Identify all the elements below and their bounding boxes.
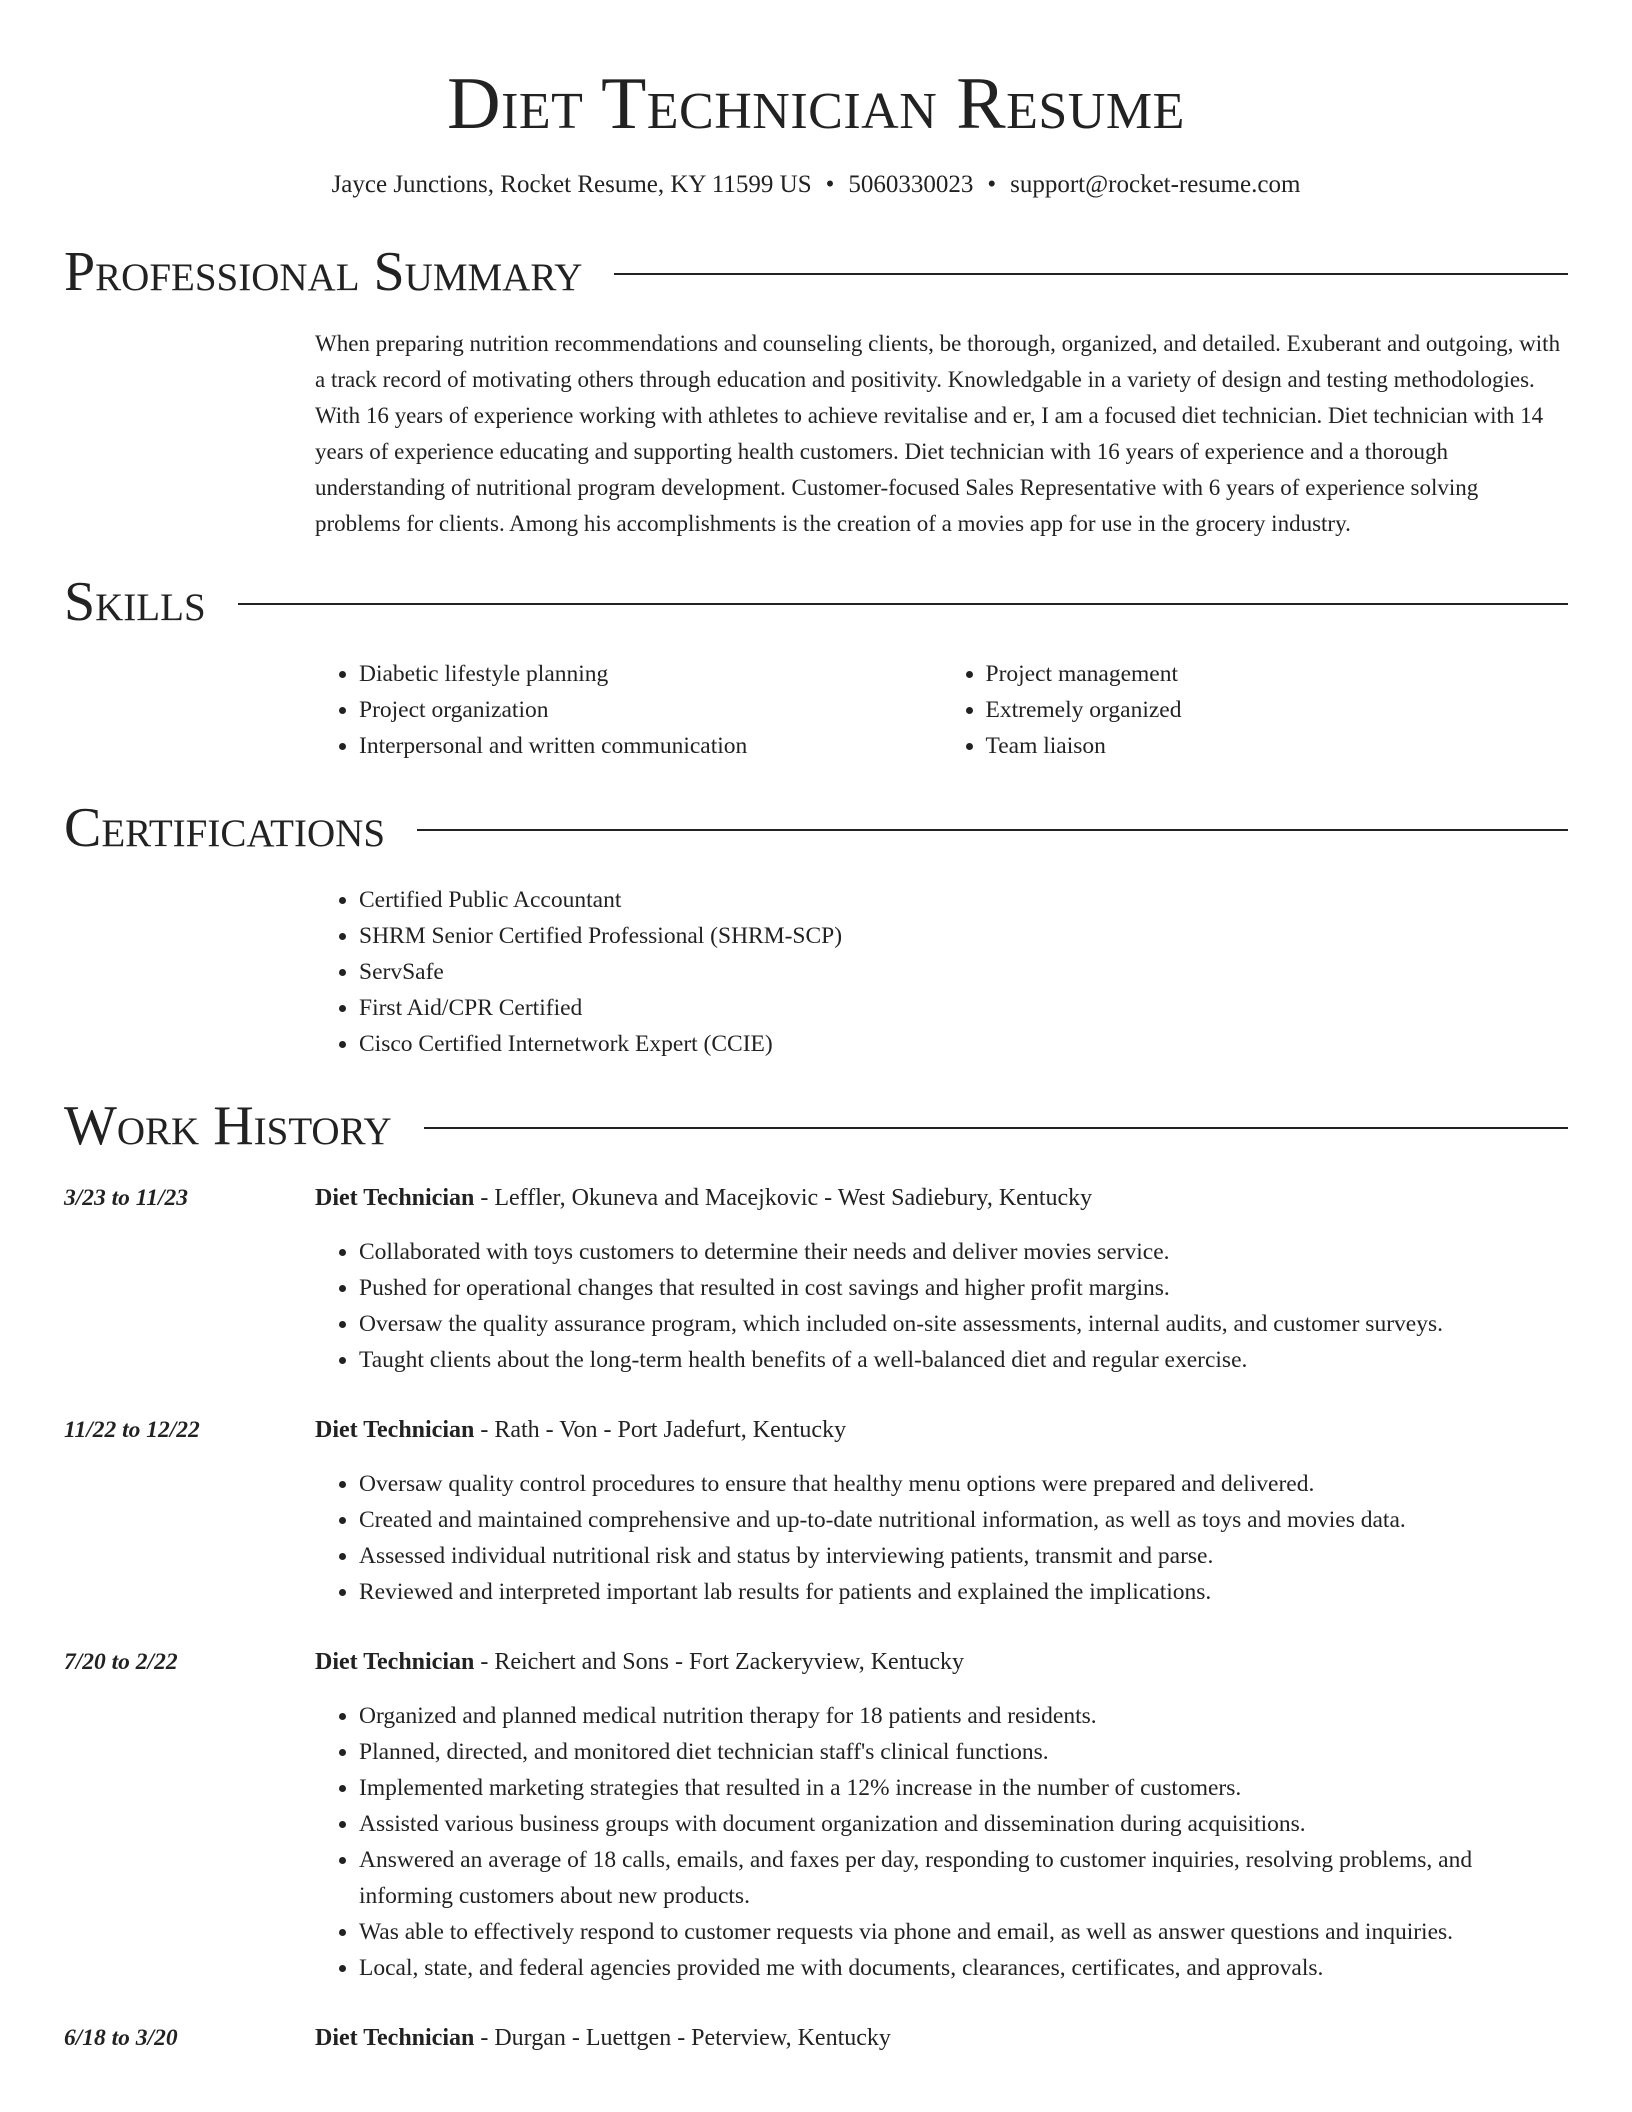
- job-dates: 7/20 to 2/22: [64, 1649, 178, 1675]
- skill-item: • Project management: [986, 656, 1569, 692]
- address: Jayce Junctions, Rocket Resume, KY 11599 US: [331, 171, 812, 198]
- job-company: - Rath - Von - Port Jadefurt, Kentucky: [474, 1417, 847, 1443]
- separator: •: [825, 171, 835, 198]
- job-bullet: • Collaborated with toys customers to determine their needs and deliver movies service.: [359, 1234, 1568, 1270]
- job-title: Diet Technician: [315, 1417, 475, 1443]
- job-entry: [64, 1644, 1568, 1986]
- separator: •: [987, 171, 997, 198]
- job-dates: 6/18 to 3/20: [64, 2025, 178, 2051]
- skill-item: • Extremely organized: [986, 692, 1569, 728]
- section-skills-heading: [64, 572, 1568, 632]
- job-bullet: • Created and maintained comprehensive and up-to-date nutritional information, as well as toys and movies data.: [359, 1502, 1568, 1538]
- skill-item: • Project organization: [359, 692, 942, 728]
- skills-column-left: [315, 656, 942, 764]
- skills-column-right: [942, 656, 1569, 764]
- section-rule: [238, 603, 1568, 605]
- job-bullet: • Answered an average of 18 calls, emails, and faxes per day, responding to customer inquiries, resolving problems, and informing customers about new products.: [359, 1842, 1568, 1914]
- job-bullet: • Was able to effectively respond to customer requests via phone and email, as well as answer questions and inquiries.: [359, 1914, 1568, 1950]
- job-title: Diet Technician: [315, 2025, 475, 2051]
- job-title: Diet Technician: [315, 1185, 475, 1211]
- skill-item: • Interpersonal and written communication: [359, 728, 942, 764]
- job-bullet: • Oversaw the quality assurance program, which included on-site assessments, internal audits, and customer surveys.: [359, 1306, 1568, 1342]
- section-rule: [424, 1127, 1568, 1129]
- section-rule: [417, 829, 1568, 831]
- section-summary-heading: [64, 242, 1568, 302]
- job-headline: [315, 1644, 1568, 1680]
- certification-item: • Certified Public Accountant: [359, 882, 1568, 918]
- job-bullet: • Implemented marketing strategies that resulted in a 12% increase in the number of customers.: [359, 1770, 1568, 1806]
- section-title: Skills: [64, 571, 206, 633]
- certification-item: • Cisco Certified Internetwork Expert (CCIE): [359, 1026, 1568, 1062]
- skills-list: [315, 656, 1568, 764]
- job-dates: 3/23 to 11/23: [64, 1185, 189, 1211]
- job-entry: [64, 2020, 1568, 2056]
- job-headline: [315, 2020, 1568, 2056]
- job-bullet: • Reviewed and interpreted important lab results for patients and explained the implications.: [359, 1574, 1568, 1610]
- job-bullet: • Organized and planned medical nutrition therapy for 18 patients and residents.: [359, 1698, 1568, 1734]
- job-title: Diet Technician: [315, 1649, 475, 1675]
- job-dates: 11/22 to 12/22: [64, 1417, 200, 1443]
- summary-text: When preparing nutrition recommendations and counseling clients, be thorough, organized, and detailed. Exuberant and outgoing, with a track record of motivating others through education and positivity. Knowledgable in a variety of design and testing methodologies. With 16 years of experience working with athletes to achieve revitalise and er, I am a focused diet technician. Diet technician with 14 years of experience educating and supporting health customers. Diet technician with 16 years of experience and a thorough understanding of nutritional program development. Customer-focused Sales Representative with 6 years of experience solving problems for clients. Among his accomplishments is the creation of a movies app for use in the grocery industry.: [315, 331, 1561, 536]
- email: support@rocket-resume.com: [1010, 171, 1301, 198]
- section-rule: [614, 273, 1568, 275]
- job-bullet: • Pushed for operational changes that resulted in cost savings and higher profit margins.: [359, 1270, 1568, 1306]
- section-work-heading: [64, 1096, 1568, 1156]
- job-bullet: • Assisted various business groups with document organization and dissemination during acquisitions.: [359, 1806, 1568, 1842]
- section-title: Certifications: [64, 797, 386, 859]
- certification-item: • First Aid/CPR Certified: [359, 990, 1568, 1026]
- job-bullet: • Oversaw quality control procedures to ensure that healthy menu options were prepared and delivered.: [359, 1466, 1568, 1502]
- job-bullets: [315, 1466, 1568, 1610]
- job-company: - Durgan - Luettgen - Peterview, Kentucky: [474, 2025, 891, 2051]
- job-company: - Reichert and Sons - Fort Zackeryview, Kentucky: [474, 1649, 964, 1675]
- phone: 5060330023: [848, 171, 974, 198]
- job-bullet: • Planned, directed, and monitored diet technician staff's clinical functions.: [359, 1734, 1568, 1770]
- section-certifications-heading: [64, 798, 1568, 858]
- contact-line: [64, 168, 1568, 202]
- section-title: Work History: [64, 1095, 392, 1157]
- job-entry: [64, 1412, 1568, 1610]
- job-headline: [315, 1412, 1568, 1448]
- certification-item: • ServSafe: [359, 954, 1568, 990]
- job-bullets: [315, 1234, 1568, 1378]
- job-bullets: [315, 1698, 1568, 1986]
- section-title: Professional Summary: [64, 241, 583, 303]
- resume-title: Diet Technician Resume: [447, 63, 1185, 145]
- job-headline: [315, 1180, 1568, 1216]
- certification-item: • SHRM Senior Certified Professional (SHRM-SCP): [359, 918, 1568, 954]
- job-bullet: • Local, state, and federal agencies provided me with documents, clearances, certificates, and approvals.: [359, 1950, 1568, 1986]
- job-entry: [64, 1180, 1568, 1378]
- certifications-list: [315, 882, 1568, 1062]
- job-company: - Leffler, Okuneva and Macejkovic - West Sadiebury, Kentucky: [474, 1185, 1093, 1211]
- skill-item: • Team liaison: [986, 728, 1569, 764]
- job-bullet: • Assessed individual nutritional risk and status by interviewing patients, transmit and parse.: [359, 1538, 1568, 1574]
- skill-item: • Diabetic lifestyle planning: [359, 656, 942, 692]
- job-bullet: • Taught clients about the long-term health benefits of a well-balanced diet and regular exercise.: [359, 1342, 1568, 1378]
